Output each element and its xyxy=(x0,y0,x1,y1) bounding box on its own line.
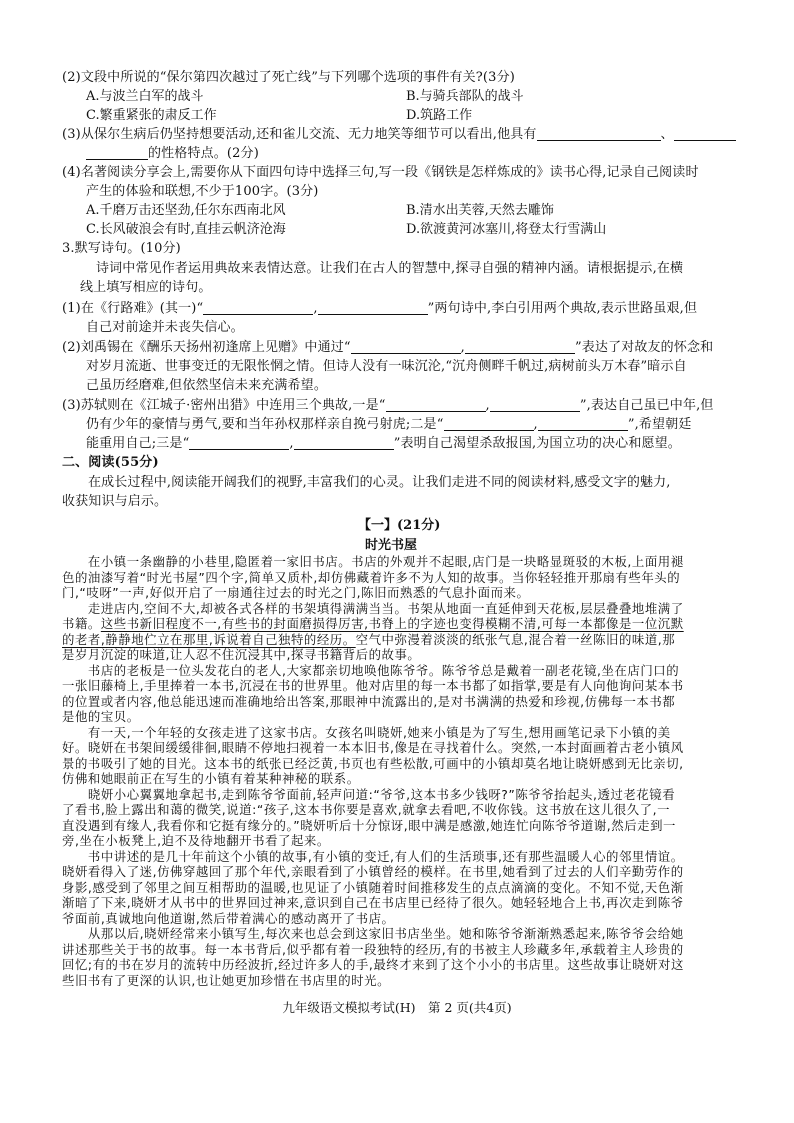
answer-blank[interactable] xyxy=(490,397,580,412)
passage-line: 仿佛和她眼前正在写生的小镇有着某种神秘的联系。 xyxy=(62,771,360,786)
passage-line: 爷面前,真诚地向他道谢,然后带着满心的感动离开了书店。 xyxy=(62,910,395,926)
passage-line: 晓妍小心翼翼地拿起书,走到陈爷爷面前,轻声问道:“爷爷,这本书多少钱呀?”陈爷爷抬起头,透过老花镜看 xyxy=(62,786,676,802)
passage-text: 书籍。 xyxy=(62,616,101,631)
passage-line: 走进店内,空间不大,却被各式各样的书架填得满满当当。书架从地面一直延伸到天花板,层层叠叠地堆满了 xyxy=(62,600,684,616)
passage-line: 书中讲述的是几十年前这个小镇的故事,有小镇的变迁,有人们的生活琐事,还有那些温暖人心的邻里情谊。 xyxy=(62,848,684,864)
passage-line: 有一天,一个年轻的女孩走进了这家书店。女孩名叫晓妍,她来小镇是为了写生,想用画笔记录下小镇的美 xyxy=(62,724,671,740)
passage-title: 时光书屋 xyxy=(365,538,418,553)
recite-item-3-cont xyxy=(86,415,758,434)
underlined-sentence: 的老者,静静地伫立在那里,诉说着自己独特的经历。 xyxy=(62,631,356,647)
part-2-intro: 在成长过程中,阅读能开阔我们的视野,丰富我们的心灵。让我们走进不同的阅读材料,感受文字的魅力, xyxy=(88,475,671,490)
recite-item-2-cont: 对岁月流逝、世事变迁的无限怅惘之情。但诗人没有一味沉沦,“沉舟侧畔千帆过,病树前头万木春”暗示自 xyxy=(86,359,687,374)
q4-line2: 产生的体验和联想,不少于100字。(3分) xyxy=(86,184,319,199)
recite-3-text-5: 能重用自己;三是“ xyxy=(86,436,190,451)
passage-line xyxy=(62,632,732,647)
passage-line: 回忆;有的书在岁月的流转中历经波折,经过许多人的手,最终才来到了这个小小的书店里。这些故事让晓妍对这 xyxy=(62,957,684,972)
q2-option-d: D.筑路工作 xyxy=(406,108,473,123)
passage-line: 色的油漆写着“时光书屋”四个字,简单又质朴,却仿佛藏着许多不为人知的故事。当你轻轻推开那扇有些年头的 xyxy=(62,569,681,585)
answer-blank[interactable] xyxy=(189,435,289,450)
passage-line: 是岁月沉淀的味道,让人忍不住沉浸其中,探寻书籍背后的故事。 xyxy=(62,647,421,662)
part-2-intro-2: 收获知识与启示。 xyxy=(62,494,168,509)
passage-line: 在小镇一条幽静的小巷里,隐匿着一家旧书店。书店的外观并不起眼,店门是一块略显斑驳的木板,上面用褪 xyxy=(62,554,684,569)
q2-stem: (2)文段中所说的“保尔第四次越过了死亡线”与下列哪个选项的事件有关?(3分) xyxy=(62,70,515,85)
recite-2-text-2: ”表达了对故友的怀念和 xyxy=(574,340,714,355)
passage-line: 讲述那些关于书的故事。每一本书背后,似乎都有着一段独特的经历,有的书被主人珍藏多年,承载着主人珍贵的 xyxy=(62,941,684,957)
part-2-heading: 二、阅读(55分) xyxy=(62,455,159,470)
q4-option-c: C.长风破浪会有时,直挂云帆济沧海 xyxy=(86,222,286,237)
comma: , xyxy=(460,340,465,355)
recite-1-text-2: ”两句诗中,李白引用两个典故,表示世路虽艰,但 xyxy=(427,301,698,316)
passage-line: 旁,坐在小板凳上,迫不及待地翻开书看了起来。 xyxy=(62,833,330,848)
passage-line: 直没遇到有缘人,我看你和它挺有缘分的。”晓妍听后十分惊讶,眼中满是感激,她连忙向陈爷爷道谢,然后走到一 xyxy=(62,817,676,833)
comma: , xyxy=(485,398,490,413)
answer-blank[interactable] xyxy=(465,339,575,354)
answer-blank[interactable] xyxy=(86,145,148,160)
passage-line: 渐暗了下来,晓妍才从书中的世界回过神来,意识到自己在书店里已经待了很久。她轻轻地合上书,再次走到陈爷 xyxy=(62,895,684,910)
answer-blank[interactable] xyxy=(444,416,534,431)
page-footer: 九年级语文模拟考试(H) 第 2 页(共4页) xyxy=(282,1000,512,1015)
q2-option-c: C.繁重紧张的肃反工作 xyxy=(86,108,217,123)
passage-line: 景的书吸引了她的目光。这本书的纸张已经泛黄,书页也有些松散,可画中的小镇却莫名地让晓妍感到无比亲切, xyxy=(62,755,684,771)
passage-line: 了看书,脸上露出和蔼的微笑,说道:“孩子,这本书你要是喜欢,就拿去看吧,不收你钱。这书放在这儿很久了,一 xyxy=(62,802,671,817)
recite-3-text-2: ”,表达自己虽已中年,但 xyxy=(579,398,714,413)
recite-item-1-cont: 自己对前途并未丧失信心。 xyxy=(86,320,244,335)
q4-option-b: B.清水出芙蓉,天然去雕饰 xyxy=(406,203,554,218)
answer-blank[interactable] xyxy=(318,300,428,315)
answer-blank[interactable] xyxy=(538,416,628,431)
passage-line xyxy=(62,616,732,631)
q4-option-a: A.千磨万击还坚劲,任尔东西南北风 xyxy=(86,203,286,218)
passage-line: 好。晓妍在书架间缓缓徘徊,眼睛不停地扫视着一本本旧书,像是在寻找着什么。突然,一本封面画着古老小镇风 xyxy=(62,740,684,755)
section-3-intro-2: 线上填写相应的诗句。 xyxy=(80,280,212,295)
recite-3-text-6: ”表明自己渴望杀敌报国,为国立功的决心和愿望。 xyxy=(393,436,681,451)
passage-line: 些旧书有了更深的认识,也让她更加珍惜在书店里的时光。 xyxy=(62,972,391,988)
recite-2-text: (2)刘禹锡在《酬乐天扬州初逢席上见赠》中通过“ xyxy=(62,340,351,355)
q2-option-b: B.与骑兵部队的战斗 xyxy=(406,89,524,104)
passage-line: 门,“吱呀”一声,好似开启了一扇通往过去的时光之门,陈旧而熟悉的气息扑面而来。 xyxy=(62,585,530,600)
recite-3-text: (3)苏轼则在《江城子·密州出猎》中连用三个典故,一是“ xyxy=(62,398,386,413)
recite-3-text-4: ”,希望朝廷 xyxy=(627,417,692,432)
q3-text: (3)从保尔生病后仍坚持想要活动,还和雀儿交流、无力地笑等细节可以看出,他具有 xyxy=(62,127,537,142)
passage-line: 从那以后,晓妍经常来小镇写生,每次来也总会到这家旧书店坐坐。她和陈爷爷渐渐熟悉起来,陈爷爷会给她 xyxy=(62,926,684,941)
answer-blank[interactable] xyxy=(386,397,486,412)
comma: , xyxy=(313,301,318,316)
answer-blank[interactable] xyxy=(203,300,313,315)
section-3-intro: 诗词中常见作者运用典故来表情达意。让我们在古人的智慧中,探寻自强的精神内涵。请根据提示,在横 xyxy=(96,261,684,276)
q3-line2 xyxy=(62,144,734,163)
q3-text-2: 的性格特点。(2分) xyxy=(148,146,259,161)
passage-line: 的位置或者内容,他总能迅速而准确地给出答案,那眼神中流露出的,是对书满满的热爱和珍视,仿佛每一本书都 xyxy=(62,693,676,709)
answer-blank[interactable] xyxy=(294,435,394,450)
passage-line: 晓妍看得入了迷,仿佛穿越回了那个年代,亲眼看到了小镇曾经的模样。在书里,她看到了过去的人们辛勤劳作的 xyxy=(62,864,684,879)
recite-item-2-cont-2: 己虽历经磨难,但依然坚信未来充满希望。 xyxy=(86,378,327,393)
comma: , xyxy=(289,436,294,451)
answer-blank[interactable] xyxy=(351,339,461,354)
section-3-heading: 3.默写诗句。(10分) xyxy=(62,241,181,256)
recite-item-1 xyxy=(62,299,734,318)
q4-line1: (4)名著阅读分享会上,需要你从下面四句诗中选择三句,写一段《钢铁是怎样炼成的》读书心得,记录自己阅读时 xyxy=(62,165,699,180)
passage-line: 一张旧藤椅上,手里捧着一本书,沉浸在书的世界里。他对店里的每一本书都了如指掌,要是有人向他询问某本书 xyxy=(62,678,684,693)
answer-blank[interactable] xyxy=(674,126,736,141)
comma: , xyxy=(533,417,538,432)
underlined-sentence: 这些书新旧程度不一,有些书的封面磨损得厉害,书脊上的字迹也变得模糊不清,可每一本都像是一位沉默 xyxy=(100,616,684,631)
passage-line: 书店的老板是一位头发花白的老人,大家都亲切地唤他陈爷爷。陈爷爷总是戴着一副老花镜,坐在店门口的 xyxy=(62,662,680,678)
recite-item-3 xyxy=(62,396,734,415)
q2-option-a: A.与波兰白军的战斗 xyxy=(86,89,204,104)
recite-1-text: (1)在《行路难》(其一)“ xyxy=(62,301,204,316)
q3-separator: 、 xyxy=(660,127,674,142)
q4-option-d: D.欲渡黄河冰塞川,将登太行雪满山 xyxy=(406,222,607,237)
section-label: 【一】(21分) xyxy=(358,518,441,533)
recite-3-text-3: 仍有少年的豪情与勇气,要和当年孙权那样亲自挽弓射虎;二是“ xyxy=(86,417,444,432)
recite-item-3-cont-2 xyxy=(86,434,758,453)
passage-text: 空气中弥漫着淡淡的纸张气息,混合着一丝陈旧的味道,那 xyxy=(355,631,676,647)
passage-line: 是他的宝贝。 xyxy=(62,709,140,724)
passage-line: 身影,感受到了邻里之间互相帮助的温暖,也见证了小镇随着时间推移发生的点点滴滴的变化。不知不觉,天色渐 xyxy=(62,879,684,895)
recite-item-2 xyxy=(62,338,734,357)
q3-line1 xyxy=(62,125,734,144)
answer-blank[interactable] xyxy=(537,126,661,141)
